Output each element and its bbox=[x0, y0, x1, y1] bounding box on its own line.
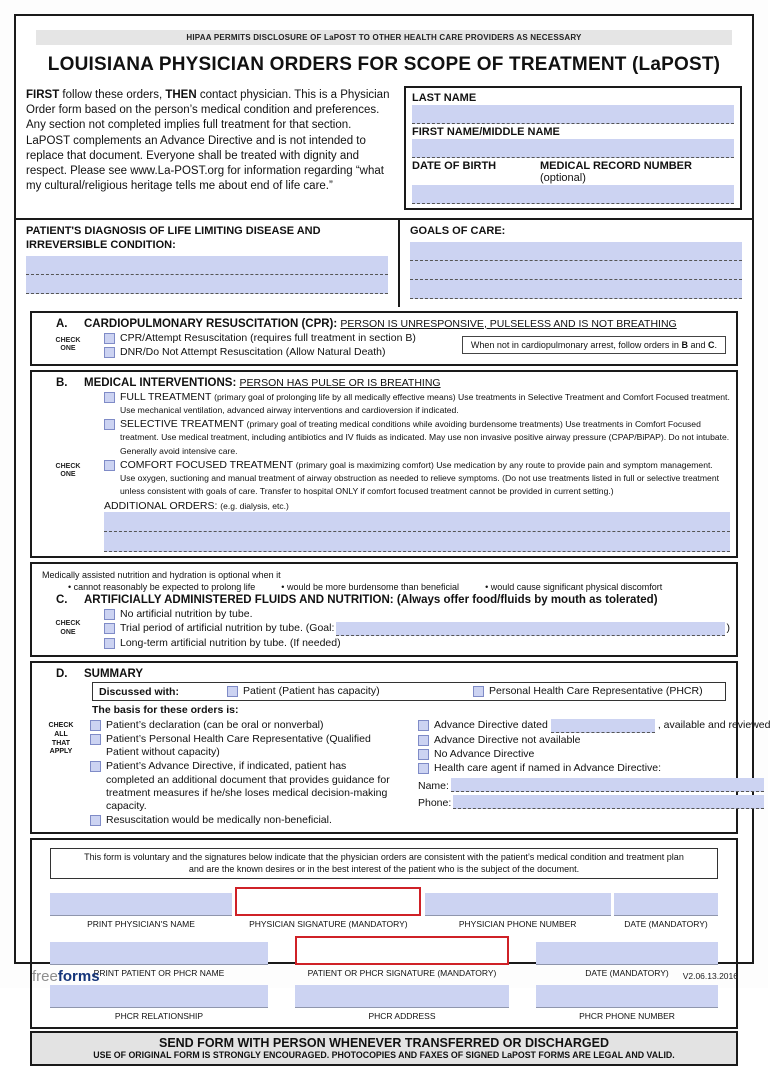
section-b-check-one-label bbox=[32, 390, 104, 552]
discussed-phcr-checkbox[interactable] bbox=[473, 686, 484, 697]
non-beneficial-label: Resuscitation would be medically non-beneficial. bbox=[106, 813, 332, 826]
section-b-box bbox=[30, 370, 738, 558]
goal-input[interactable] bbox=[336, 622, 724, 636]
ad-not-available-row bbox=[418, 734, 770, 747]
intro-bold-first: FIRST bbox=[26, 89, 60, 101]
note-period: . bbox=[714, 340, 717, 351]
trial-nutrition-close-paren: ) bbox=[726, 621, 730, 634]
dob-label: DATE OF BIRTH bbox=[412, 160, 497, 172]
section-c-subtitle: (Always offer food/fluids by mouth as tolerated) bbox=[396, 593, 658, 606]
cardiopulmonary-note bbox=[462, 336, 726, 354]
cpr-option-label: CPR/Attempt Resuscitation (requires full treatment in section B) bbox=[120, 331, 416, 344]
basis-right-column bbox=[390, 718, 770, 828]
send-form-line2: USE OF ORIGINAL FORM IS STRONGLY ENCOURAGED. PHOTOCOPIES AND FAXES OF SIGNED LaPOST FORMS ARE LEGAL AND VALID. bbox=[93, 1050, 675, 1061]
agent-name-label: Name: bbox=[418, 780, 449, 793]
advance-directive-completed-row bbox=[90, 760, 390, 813]
phcr-address-input[interactable] bbox=[295, 985, 509, 1008]
mrn-input[interactable] bbox=[534, 185, 734, 203]
longterm-nutrition-label: Long-term artificial nutrition by tube. (If needed) bbox=[120, 636, 341, 649]
health-care-agent-checkbox[interactable] bbox=[418, 763, 429, 774]
phcr-relationship-input[interactable] bbox=[50, 985, 268, 1008]
ad-date-input[interactable] bbox=[551, 719, 655, 733]
diagnosis-input-line-1[interactable] bbox=[26, 256, 388, 275]
last-name-label: LAST NAME bbox=[412, 92, 477, 104]
longterm-nutrition-row bbox=[104, 637, 730, 650]
form-version: V2.06.13.2016 bbox=[682, 971, 738, 981]
goals-column bbox=[400, 220, 752, 307]
section-d-header bbox=[32, 666, 732, 681]
physician-date-input[interactable] bbox=[614, 893, 718, 916]
full-treatment-desc: (primary goal of prolonging life by all medically effective means) Use treatments in Selective Treatment and Comfort Focused treatment. Use mechanical ventilation, advanced airway interventions and cardioversion if indicated. bbox=[120, 392, 730, 416]
trial-nutrition-row bbox=[104, 622, 730, 636]
discussed-with-row bbox=[92, 682, 726, 701]
basis-left-column bbox=[90, 718, 390, 828]
agent-phone-label: Phone: bbox=[418, 797, 452, 810]
goals-label: GOALS OF CARE: bbox=[410, 225, 506, 237]
bullet-prolong-life: • cannot reasonably be expected to prolong life bbox=[68, 582, 255, 592]
comfort-treatment-row bbox=[104, 459, 730, 498]
nutrition-note: Medically assisted nutrition and hydration is optional when it bbox=[42, 570, 281, 580]
selective-treatment-checkbox[interactable] bbox=[104, 419, 115, 430]
additional-orders-line-1[interactable] bbox=[104, 512, 730, 532]
goals-input-line-3[interactable] bbox=[410, 280, 742, 299]
section-c-letter: C. bbox=[56, 593, 68, 606]
physician-date-label: DATE (MANDATORY) bbox=[624, 919, 708, 930]
ad-dated-label: Advance Directive dated bbox=[434, 719, 548, 732]
no-ad-checkbox[interactable] bbox=[418, 749, 429, 760]
send-form-line1: SEND FORM WITH PERSON WHENEVER TRANSFERRED OR DISCHARGED bbox=[158, 1036, 610, 1051]
discussed-patient-label: Patient (Patient has capacity) bbox=[243, 684, 380, 697]
phcr-representative-label: Patient’s Personal Health Care Representative (Qualified Patient without capacity) bbox=[106, 733, 371, 759]
no-artificial-nutrition-checkbox[interactable] bbox=[104, 609, 115, 620]
send-form-strip bbox=[30, 1031, 738, 1066]
phcr-info-row bbox=[32, 985, 736, 1021]
diagnosis-section bbox=[16, 218, 752, 307]
all-word: ALL bbox=[54, 730, 68, 738]
phcr-representative-row bbox=[90, 733, 390, 759]
section-d-title: SUMMARY bbox=[84, 667, 143, 680]
check-word: CHECK bbox=[55, 336, 81, 344]
section-d-box bbox=[30, 661, 770, 834]
section-d-letter: D. bbox=[56, 667, 68, 680]
section-c-title: ARTIFICIALLY ADMINISTERED FLUIDS AND NUTRITION: bbox=[84, 593, 397, 606]
section-c-box bbox=[30, 562, 738, 657]
print-patient-name-label: PRINT PATIENT OR PHCR NAME bbox=[93, 968, 225, 979]
phcr-address-label: PHCR ADDRESS bbox=[368, 1011, 436, 1022]
print-patient-name-input[interactable] bbox=[50, 942, 268, 965]
no-artificial-nutrition-row bbox=[104, 608, 730, 621]
ad-dated-checkbox[interactable] bbox=[418, 720, 429, 731]
cpr-option-row bbox=[104, 332, 432, 345]
ad-dated-row bbox=[418, 719, 770, 733]
full-treatment-label: FULL TREATMENT bbox=[120, 391, 215, 403]
no-ad-row bbox=[418, 748, 770, 761]
ad-dated-suffix: , available and reviewed bbox=[657, 719, 770, 732]
section-b-header bbox=[32, 375, 732, 390]
patient-signature-label: PATIENT OR PHCR SIGNATURE (MANDATORY) bbox=[307, 968, 497, 979]
check-word: CHECK bbox=[55, 620, 81, 628]
dnr-option-label: DNR/Do Not Attempt Resuscitation (Allow Natural Death) bbox=[120, 345, 386, 358]
print-physician-name-input[interactable] bbox=[50, 893, 232, 916]
patient-declaration-checkbox[interactable] bbox=[90, 720, 101, 731]
agent-name-row bbox=[418, 778, 770, 792]
note-text: When not in cardiopulmonary arrest, follow orders in bbox=[470, 340, 682, 351]
mrn-label bbox=[540, 158, 734, 185]
phcr-phone-label: PHCR PHONE NUMBER bbox=[579, 1011, 675, 1022]
first-name-input[interactable] bbox=[412, 139, 734, 158]
check-word: CHECK bbox=[55, 462, 81, 470]
intro-text-1: follow these orders, bbox=[59, 89, 166, 101]
last-name-input[interactable] bbox=[412, 105, 734, 124]
one-word: ONE bbox=[60, 471, 76, 478]
physician-signature-input[interactable] bbox=[235, 887, 421, 916]
additional-orders-label bbox=[104, 500, 730, 512]
intro-paragraph bbox=[26, 86, 394, 210]
non-beneficial-checkbox[interactable] bbox=[90, 815, 101, 826]
one-word: ONE bbox=[60, 345, 76, 353]
freeforms-logo bbox=[32, 968, 100, 985]
health-care-agent-label: Health care agent if named in Advance Directive: bbox=[434, 762, 662, 775]
physician-phone-input[interactable] bbox=[425, 893, 611, 916]
page-title: LOUISIANA PHYSICIAN ORDERS FOR SCOPE OF TREATMENT (LaPOST) bbox=[47, 54, 721, 75]
trial-nutrition-label: Trial period of artificial nutrition by tube. (Goal: bbox=[120, 621, 335, 634]
selective-treatment-row bbox=[104, 418, 730, 457]
bullet-burdensome: • would be more burdensome than beneficial bbox=[281, 582, 459, 592]
patient-declaration-label: Patient’s declaration (can be oral or nonverbal) bbox=[106, 719, 324, 732]
hipaa-notice: HIPAA PERMITS DISCLOSURE OF LaPOST TO OTHER HEALTH CARE PROVIDERS AS NECESSARY bbox=[36, 30, 732, 45]
mrn-optional-text: (optional) bbox=[540, 172, 586, 184]
intro-text-2: contact physician. This is a Physician Order form based on the person’s medical condition and preferences. Any section not completed implies full treatment for that section. LaPOST complements an Advance Directive and is not intended to replace that document. Everyone shall be treated with dignity and respect. Please see www.La-POST.org for information regarding “what my cultural/religious heritage tells me about end of life care.” bbox=[26, 89, 390, 193]
patient-info-box bbox=[404, 86, 742, 210]
selective-treatment-desc: (primary goal of treating medical conditions while avoiding burdensome treatments) Use treatments in Comfort Focused treatment. Use medical treatment, including antibiotics and IV fluids as indicated. May use non invasive positive airway pressure (CPAP/BiPAP). Do not intubate. Generally avoid intensive care. bbox=[120, 419, 730, 456]
non-beneficial-row bbox=[90, 814, 390, 827]
phcr-relationship-label: PHCR RELATIONSHIP bbox=[114, 1011, 204, 1022]
section-a-title: CARDIOPULMONARY RESUSCITATION (CPR): bbox=[84, 317, 341, 330]
note-b: B bbox=[681, 340, 688, 351]
additional-orders-text: ADDITIONAL ORDERS: bbox=[104, 500, 221, 512]
agent-name-input[interactable] bbox=[451, 778, 765, 792]
phcr-representative-checkbox[interactable] bbox=[90, 734, 101, 745]
cpr-checkbox[interactable] bbox=[104, 333, 115, 344]
physician-signature-row bbox=[32, 887, 736, 929]
comfort-treatment-desc: (primary goal is maximizing comfort) Use medication by any route to provide pain and symptom management. Use oxygen, suctioning and manual treatment of airway obstruction as needed to relieve symptoms. (Do not use treatments listed in full or selective treatment unless consistent with goals of care. Transfer to hospital ONLY if comfort focused treatment cannot be provided in current setting.) bbox=[120, 459, 719, 496]
declaration-row bbox=[90, 719, 390, 732]
additional-orders-hint: (e.g. dialysis, etc.) bbox=[220, 501, 289, 511]
that-word: THAT bbox=[51, 739, 71, 747]
check-word: CHECK bbox=[48, 722, 74, 730]
section-a-box bbox=[30, 311, 738, 366]
basis-label: The basis for these orders is: bbox=[92, 704, 239, 717]
discussed-patient-checkbox[interactable] bbox=[227, 686, 238, 697]
agent-phone-row bbox=[418, 795, 770, 809]
selective-treatment-label: SELECTIVE TREATMENT bbox=[120, 418, 247, 431]
additional-orders-line-2[interactable] bbox=[104, 532, 730, 552]
physician-signature-label: PHYSICIAN SIGNATURE (MANDATORY) bbox=[249, 919, 408, 930]
section-b-title: MEDICAL INTERVENTIONS: bbox=[84, 377, 240, 389]
page-footer bbox=[0, 966, 768, 988]
comfort-treatment-checkbox[interactable] bbox=[104, 460, 115, 471]
patient-date-label: DATE (MANDATORY) bbox=[585, 968, 669, 979]
signature-box bbox=[30, 838, 738, 1029]
goals-input-line-1[interactable] bbox=[410, 242, 742, 261]
section-c-header bbox=[32, 592, 732, 607]
section-b-letter: B. bbox=[56, 377, 68, 389]
brand-forms-text: forms bbox=[57, 967, 100, 985]
advance-directive-completed-label: Patient’s Advance Directive, if indicated, patient has completed an additional document that provides guidance for treatment measures if he/she loses medical decision-making capacity. bbox=[106, 760, 390, 812]
section-a-check-one-label bbox=[32, 331, 104, 360]
full-treatment-row bbox=[104, 391, 730, 417]
intro-bold-then: THEN bbox=[165, 89, 197, 101]
health-care-agent-row bbox=[418, 762, 770, 775]
note-and: and bbox=[687, 340, 708, 351]
print-physician-name-label: PRINT PHYSICIAN'S NAME bbox=[87, 919, 195, 930]
patient-date-input[interactable] bbox=[536, 942, 718, 965]
no-ad-label: No Advance Directive bbox=[434, 748, 535, 761]
dob-input[interactable] bbox=[412, 185, 534, 203]
discussed-phcr-label: Personal Health Care Representative (PHCR) bbox=[489, 684, 703, 697]
no-artificial-nutrition-label: No artificial nutrition by tube. bbox=[120, 607, 253, 620]
ad-not-available-checkbox[interactable] bbox=[418, 735, 429, 746]
section-a-header bbox=[32, 316, 732, 331]
brand-free-text: free bbox=[32, 967, 58, 985]
section-a-letter: A. bbox=[56, 317, 68, 330]
diagnosis-input-line-2[interactable] bbox=[26, 275, 388, 294]
longterm-nutrition-checkbox[interactable] bbox=[104, 638, 115, 649]
patient-signature-input[interactable] bbox=[295, 936, 509, 965]
ad-not-available-label: Advance Directive not available bbox=[434, 734, 581, 747]
first-name-label: FIRST NAME/MIDDLE NAME bbox=[412, 126, 560, 138]
check-all-that-apply-label bbox=[32, 718, 90, 828]
section-a-subtitle: PERSON IS UNRESPONSIVE, PULSELESS AND IS NOT BREATHING bbox=[340, 317, 677, 330]
apply-word: APPLY bbox=[49, 748, 73, 756]
intro-section bbox=[16, 84, 752, 210]
goals-input-line-2[interactable] bbox=[410, 261, 742, 280]
voluntary-statement: This form is voluntary and the signatures below indicate that the physician orders are consistent with the patient’s medical condition and treatment plan and are the known desires or in the best interest of the patient who is the subject of the document. bbox=[50, 848, 718, 879]
advance-directive-completed-checkbox[interactable] bbox=[90, 761, 101, 772]
nutrition-bullets bbox=[32, 582, 732, 592]
agent-phone-input[interactable] bbox=[453, 795, 764, 809]
diagnosis-label: PATIENT'S DIAGNOSIS OF LIFE LIMITING DISEASE AND IRREVERSIBLE CONDITION: bbox=[26, 225, 321, 251]
mrn-label-text: MEDICAL RECORD NUMBER bbox=[540, 160, 692, 172]
dnr-option-row bbox=[104, 346, 432, 359]
section-b-subtitle: PERSON HAS PULSE OR IS BREATHING bbox=[239, 377, 441, 389]
discussed-phcr-row bbox=[473, 685, 719, 698]
discussed-patient-row bbox=[227, 685, 473, 698]
discussed-with-label: Discussed with: bbox=[99, 685, 179, 698]
diagnosis-column bbox=[16, 220, 400, 307]
comfort-treatment-label: COMFORT FOCUSED TREATMENT bbox=[120, 458, 296, 471]
phcr-phone-input[interactable] bbox=[536, 985, 718, 1008]
trial-nutrition-checkbox[interactable] bbox=[104, 623, 115, 634]
full-treatment-checkbox[interactable] bbox=[104, 392, 115, 403]
note-c: C bbox=[707, 340, 715, 351]
one-word: ONE bbox=[60, 628, 76, 636]
physician-phone-label: PHYSICIAN PHONE NUMBER bbox=[458, 919, 577, 930]
bullet-discomfort: • would cause significant physical discomfort bbox=[485, 582, 662, 592]
section-c-check-one-label bbox=[32, 607, 104, 651]
dnr-checkbox[interactable] bbox=[104, 347, 115, 358]
